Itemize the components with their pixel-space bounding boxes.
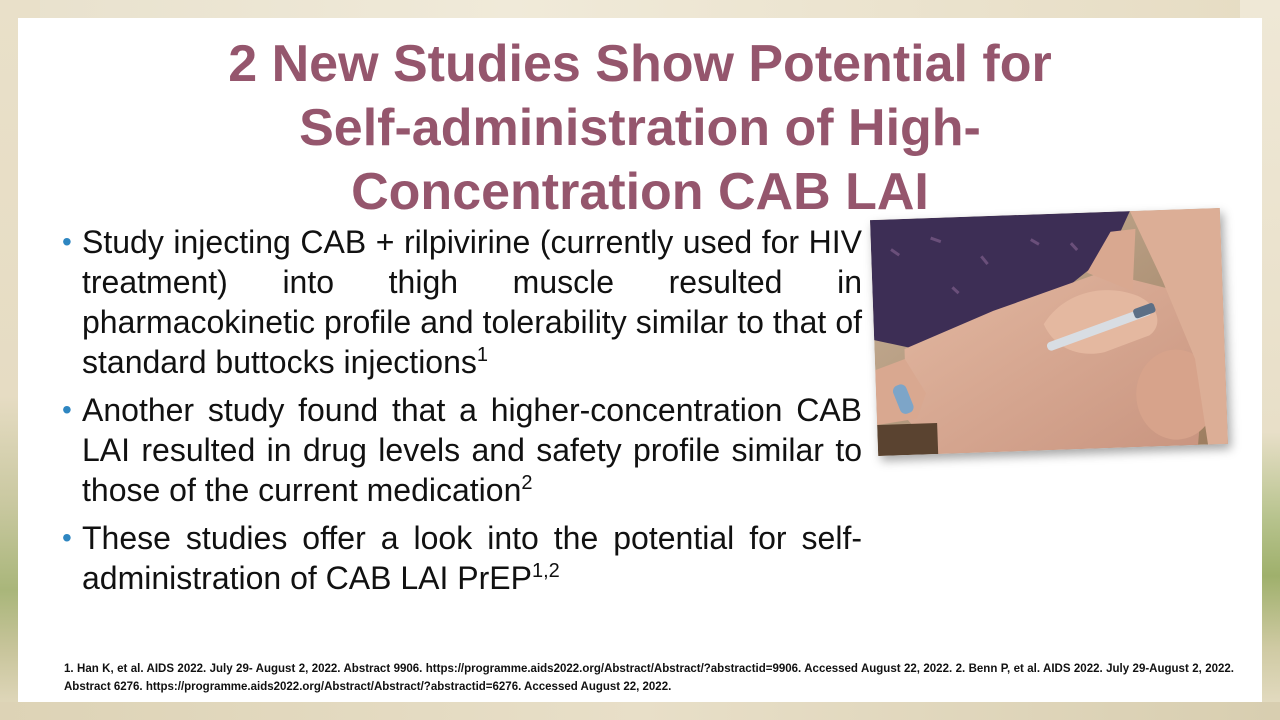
bullet-citation: 2 (521, 472, 533, 494)
bullet-marker-icon: • (62, 226, 72, 257)
bullet-citation: 1 (476, 344, 489, 366)
thigh-injection-photo-icon (870, 208, 1228, 456)
background-bottom (0, 702, 1280, 720)
injection-photo (870, 208, 1228, 456)
title-line: 2 New Studies Show Potential for (228, 35, 1052, 93)
slide (18, 18, 1262, 702)
bullet-marker-icon: • (62, 522, 72, 553)
bullet-text: Study injecting CAB + rilpivirine (currently used for HIV treatment) into thigh muscle resulted in pharmacokinetic profile and tolerability similar to that of standard buttocks injections (82, 224, 862, 380)
bullet-text: These studies offer a look into the potential for self-administration of CAB LAI PrEP (82, 520, 862, 596)
slide-title (18, 32, 1262, 224)
bullet-marker-icon: • (62, 394, 72, 425)
bullet-item (62, 390, 862, 510)
title-line: Self-administration of High- (299, 99, 981, 157)
bullet-list (62, 222, 862, 606)
background-top (0, 0, 1280, 20)
bullet-item (62, 518, 862, 598)
bullet-citation: 1,2 (531, 560, 560, 582)
bullet-text: Another study found that a higher-concentration CAB LAI resulted in drug levels and safety profile similar to those of the current medication (82, 392, 862, 508)
references-footnote: 1. Han K, et al. AIDS 2022. July 29- August 2, 2022. Abstract 9906. https://programme.aids2022.org/Abstract/Abstract/?abstractid=9906. Accessed August 22, 2022. 2. Benn P, et al. AIDS 2022. July 29-August 2, 2022. Abstract 6276. https://programme.aids2022.org/Abstract/Abstract/?abstractid=6276. Accessed August 22, 2022. (64, 663, 1234, 693)
title-line: Concentration CAB LAI (351, 163, 929, 221)
bullet-item (62, 222, 862, 382)
